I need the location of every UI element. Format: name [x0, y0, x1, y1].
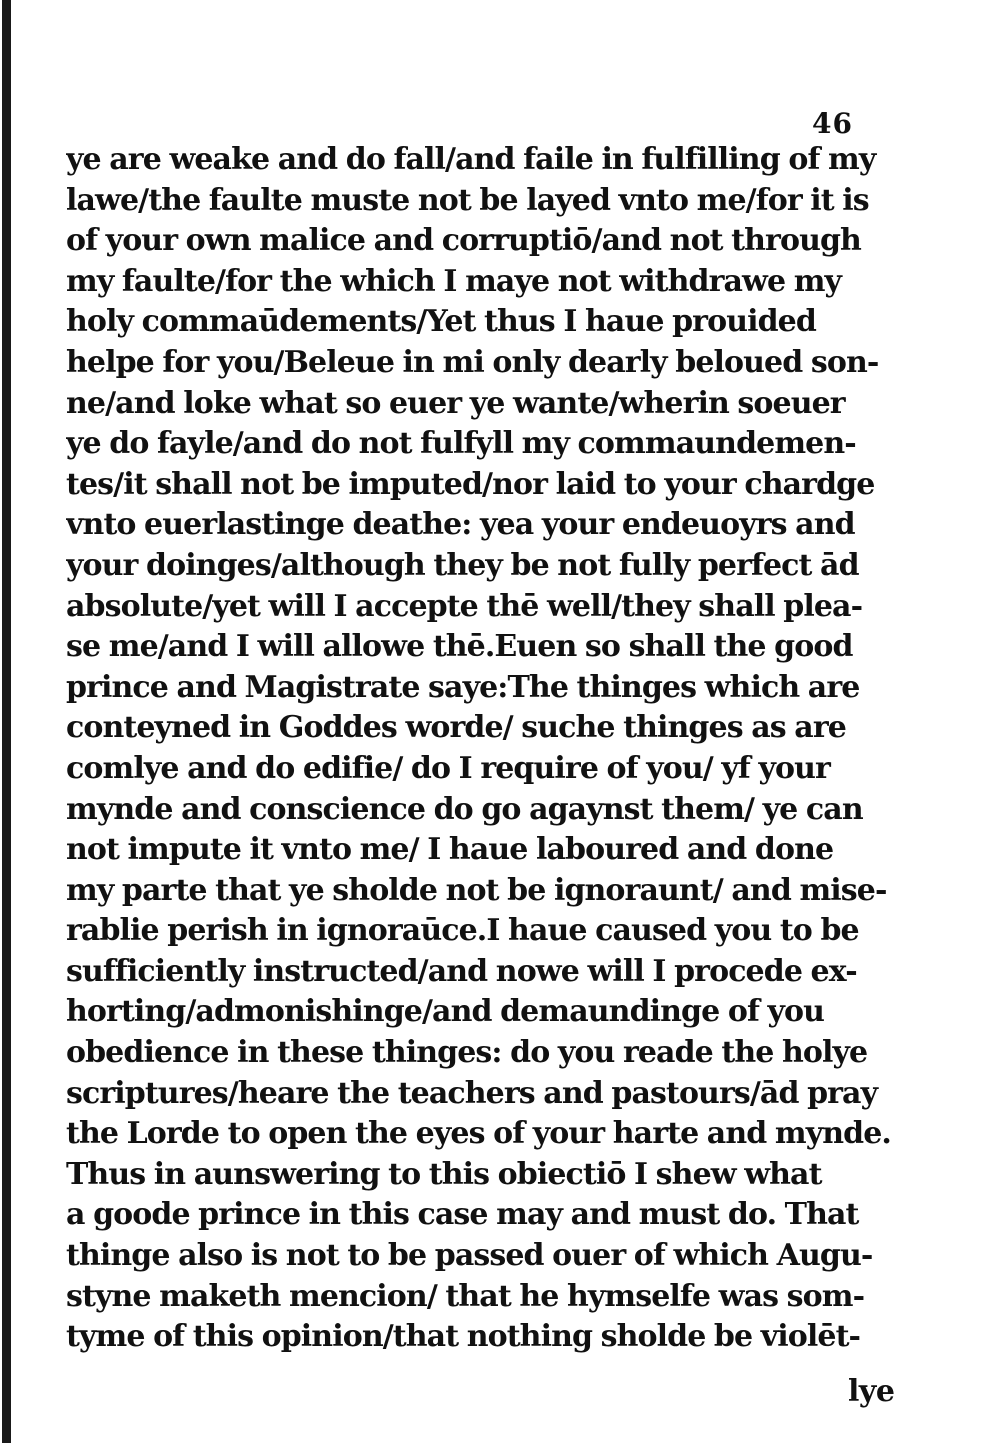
text-line: obedience in these thinges: do you reade the holye	[66, 1035, 868, 1071]
text-line: mynde and conscience do go agaynst them/ ye can	[66, 791, 863, 827]
text-line: thinge also is not to be passed ouer of which Augu-	[66, 1238, 873, 1274]
text-line: holy commaūdements/Yet thus I haue prouided	[66, 304, 816, 340]
catchword: lye	[848, 1374, 895, 1409]
text-line: vnto euerlastinge deathe: yea your endeuoyrs and	[66, 507, 855, 543]
text-line: helpe for you/Beleue in mi only dearly beloued son-	[66, 344, 879, 380]
text-line: the Lorde to open the eyes of your harte and mynde.	[66, 1116, 891, 1152]
text-line: ye do fayle/and do not fulfyll my commaundemen-	[66, 426, 856, 462]
text-line: tes/it shall not be imputed/nor laid to your chardge	[66, 466, 875, 502]
text-line: comlye and do edifie/ do I require of you/ yf your	[66, 750, 830, 786]
text-line: prince and Magistrate saye:The thinges which are	[66, 669, 860, 705]
text-line: horting/admonishinge/and demaundinge of you	[66, 994, 825, 1030]
text-line: scriptures/heare the teachers and pastours/ād pray	[66, 1075, 878, 1111]
text-line: my faulte/for the which I maye not withdrawe my	[66, 263, 842, 299]
page-number: 46	[812, 107, 853, 140]
text-line: ne/and loke what so euer ye wante/wherin soeuer	[66, 385, 845, 421]
body-text	[66, 140, 896, 1358]
text-line: conteyned in Goddes worde/ suche thinges as are	[66, 710, 846, 746]
text-line: tyme of this opinion/that nothing sholde be violēt-	[66, 1319, 861, 1355]
text-line: styne maketh mencion/ that he hymselfe was som-	[66, 1278, 865, 1314]
page-gutter-rule	[2, 0, 11, 1443]
text-line: ye are weake and do fall/and faile in fulfilling of my	[66, 142, 876, 177]
text-line: sufficiently instructed/and nowe will I procede ex-	[66, 953, 857, 989]
text-line: absolute/yet will I accepte thē well/they shall plea-	[66, 588, 863, 624]
text-line: rablie perish in ignoraūce.I haue caused you to be	[66, 913, 859, 949]
text-line: your doinges/although they be not fully perfect ād	[66, 547, 859, 583]
text-line: se me/and I will allowe thē.Euen so shall the good	[66, 629, 853, 665]
text-line: a goode prince in this case may and must do. That	[66, 1197, 859, 1233]
text-line: Thus in aunswering to this obiectiō I shew what	[66, 1156, 822, 1192]
text-line: of your own malice and corruptiō/and not through	[66, 223, 861, 259]
text-line: my parte that ye sholde not be ignoraunt/ and mise-	[66, 872, 887, 908]
text-line: not impute it vnto me/ I haue laboured and done	[66, 832, 834, 868]
text-line: lawe/the faulte muste not be layed vnto me/for it is	[66, 182, 869, 218]
